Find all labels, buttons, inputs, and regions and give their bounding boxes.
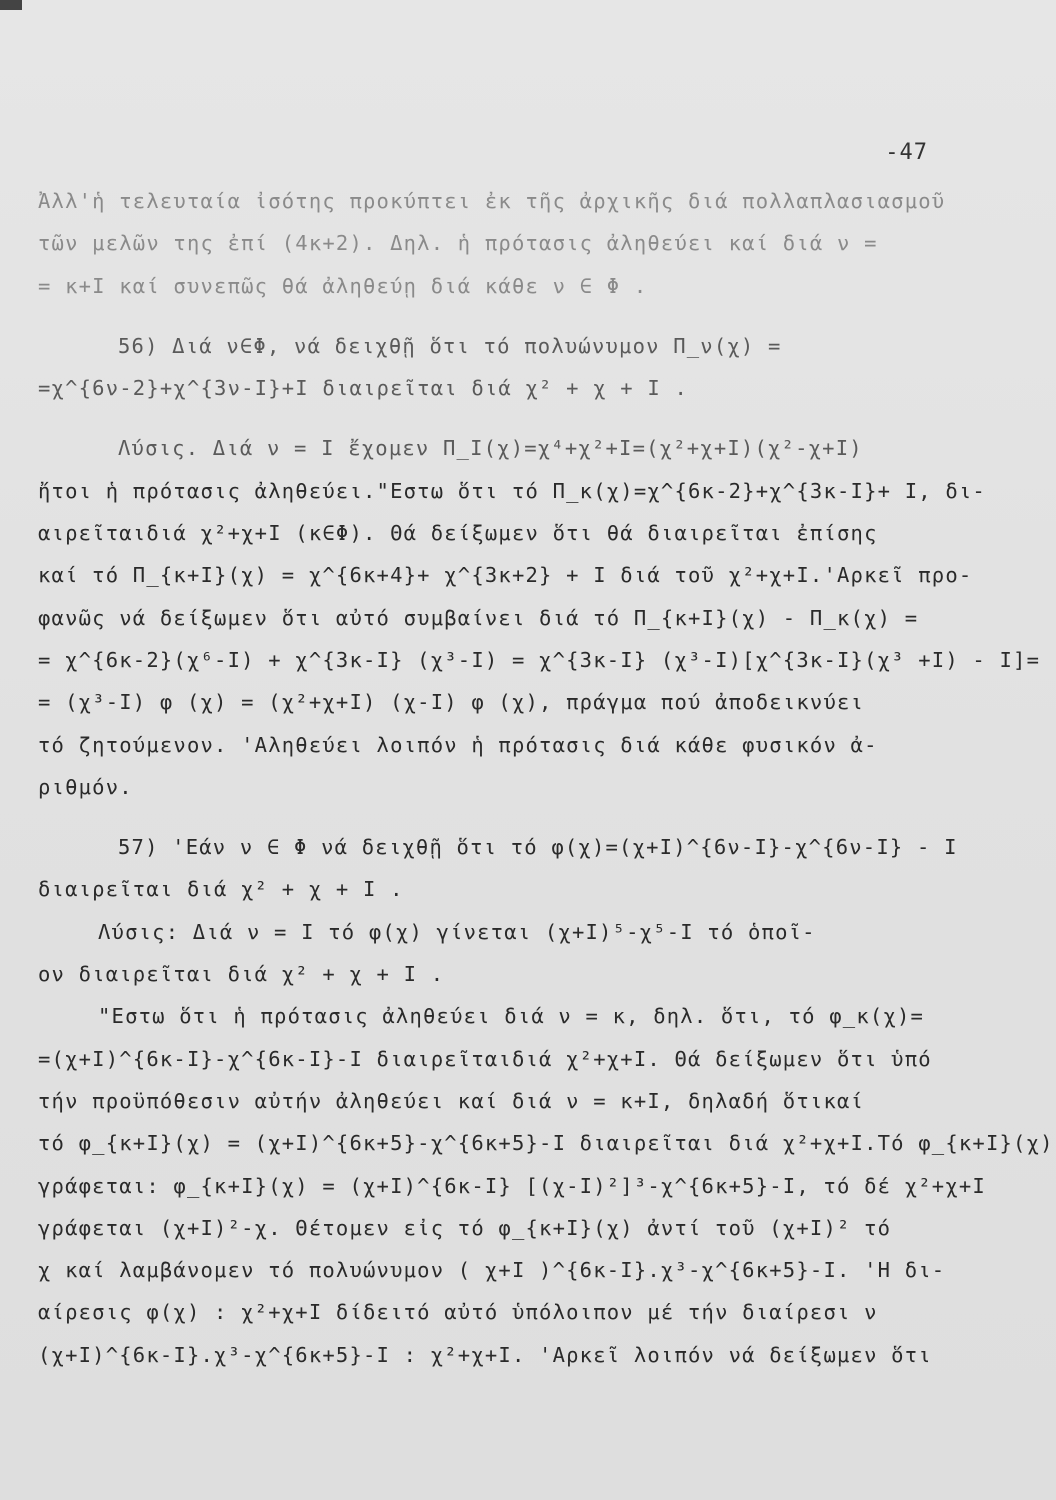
text-line: τῶν μελῶν της ἐπί (4κ+2). Δηλ. ἡ πρότασις ἀληθεύει καί διά ν = [38,231,878,256]
text-line: Ἀλλ'ἡ τελευταία ἰσότης προκύπτει ἐκ τῆς ἀρχικῆς διά πολλαπλασιασμοῦ [38,189,946,213]
text-line: καί τό Π_{κ+Ι}(χ) = χ^{6κ+4}+ χ^{3κ+2} + Ι διά τοῦ χ²+χ+Ι.'Αρκεῖ προ- [38,563,973,588]
text-line: τό ζητούμενον. 'Αληθεύει λοιπόν ἡ πρότασις διά κάθε φυσικόν ἀ- [38,732,878,757]
text-line: ον διαιρεῖται διά χ² + χ + Ι . [38,962,445,987]
text-line: = (χ³-Ι) φ (χ) = (χ²+χ+Ι) (χ-Ι) φ (χ), πράγμα πού ἀποδεικνύει [38,690,865,715]
page-number: -47 [885,140,928,165]
text-line: χ καί λαμβάνομεν τό πολυώνυμον ( χ+Ι )^{6κ-Ι}.χ³-χ^{6κ+5}-Ι. 'Η δι- [38,1258,946,1283]
text-line: αίρεσις φ(χ) : χ²+χ+Ι δίδειτό αὐτό ὑπόλοιπον μέ τήν διαίρεσι ν [38,1300,878,1325]
text-line: =χ^{6ν-2}+χ^{3ν-Ι}+Ι διαιρεῖται διά χ² + χ + Ι . [38,376,689,401]
text-line: γράφεται: φ_{κ+Ι}(χ) = (χ+Ι)^{6κ-Ι} [(χ-Ι)²]³-χ^{6κ+5}-Ι, τό δέ χ²+χ+Ι [38,1173,986,1198]
text-line: ἤτοι ἡ πρότασις ἀληθεύει."Εστω ὅτι τό Π_κ(χ)=χ^{6κ-2}+χ^{3κ-Ι}+ Ι, δι- [38,478,986,503]
text-line: διαιρεῖται διά χ² + χ + Ι . [38,877,404,902]
solution-heading: Λύσις. Διά ν = Ι ἔχομεν Π_Ι(χ)=χ⁴+χ²+Ι=(χ²+χ+Ι)(χ²-χ+Ι) [118,436,863,461]
typewritten-body [38,180,1054,1376]
text-line: τό φ_{κ+Ι}(χ) = (χ+Ι)^{6κ+5}-χ^{6κ+5}-Ι διαιρεῖται διά χ²+χ+Ι.Τό φ_{κ+Ι}(χ) [38,1131,1054,1156]
text-line: "Εστω ὅτι ἡ πρότασις ἀληθεύει διά ν = κ, δηλ. ὅτι, τό φ_κ(χ)= [98,1004,925,1029]
text-line: =(χ+Ι)^{6κ-Ι}-χ^{6κ-Ι}-Ι διαιρεῖταιδιά χ²+χ+Ι. Θά δείξωμεν ὅτι ὑπό [38,1046,932,1071]
text-line: αιρεῖταιδιά χ²+χ+Ι (κ∈Φ). Θά δείξωμεν ὅτι θά διαιρεῖται ἐπίσης [38,521,878,546]
solution-heading: Λύσις: Διά ν = Ι τό φ(χ) γίνεται (χ+Ι)⁵-χ⁵-Ι τό ὁποῖ- [98,919,816,944]
text-line: φανῶς νά δείξωμεν ὅτι αὐτό συμβαίνει διά τό Π_{κ+Ι}(χ) - Π_κ(χ) = [38,605,919,630]
text-line: τήν προϋπόθεσιν αὐτήν ἀληθεύει καί διά ν = κ+Ι, δηλαδή ὅτικαί [38,1088,865,1113]
page-corner-mark [0,0,22,10]
text-line: = κ+Ι καί συνεπῶς θά ἀληθεύῃ διά κάθε ν ∈ Φ . [38,273,648,298]
text-line: = χ^{6κ-2}(χ⁶-Ι) + χ^{3κ-Ι} (χ³-Ι) = χ^{3κ-Ι} (χ³-Ι)[χ^{3κ-Ι}(χ³ +Ι) - Ι]= [38,647,1041,672]
text-line: ριθμόν. [38,774,133,799]
text-line: γράφεται (χ+Ι)²-χ. Θέτομεν εἰς τό φ_{κ+Ι}(χ) ἀντί τοῦ (χ+Ι)² τό [38,1215,892,1240]
exercise-56-heading: 56) Διά ν∈Φ, νά δειχθῇ ὅτι τό πολυώνυμον Π_ν(χ) = [118,333,782,358]
exercise-57-heading: 57) 'Εάν ν ∈ Φ νά δειχθῇ ὅτι τό φ(χ)=(χ+Ι)^{6ν-Ι}-χ^{6ν-Ι} - Ι [118,835,958,860]
text-line: (χ+Ι)^{6κ-Ι}.χ³-χ^{6κ+5}-Ι : χ²+χ+Ι. 'Αρκεῖ λοιπόν νά δείξωμεν ὅτι [38,1342,932,1367]
